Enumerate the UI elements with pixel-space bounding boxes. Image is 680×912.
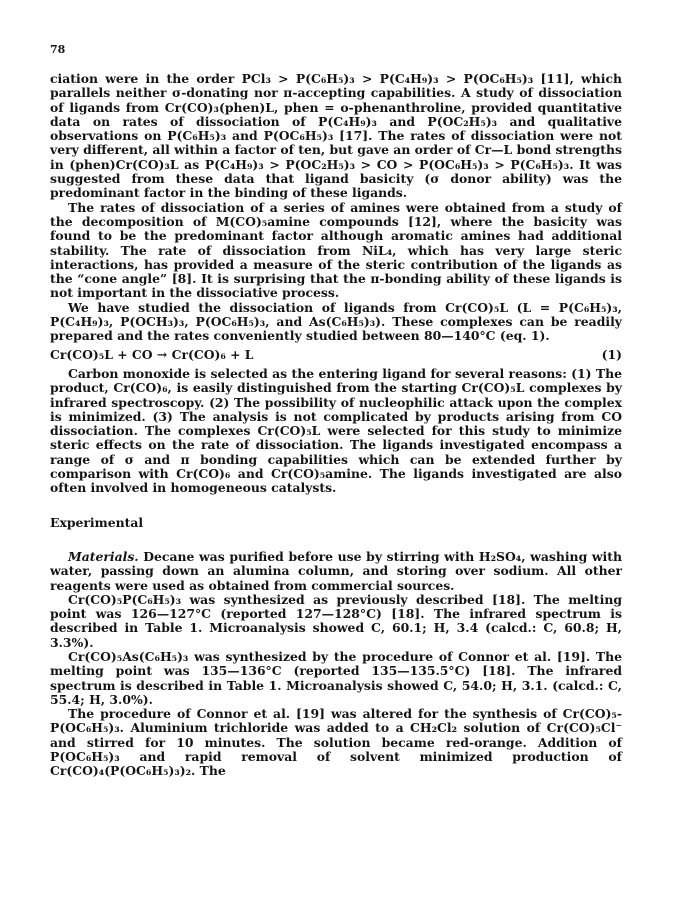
- paragraph: Cr(CO)₅P(C₆H₅)₃ was synthesized as previously described [18]. The melting point was 126—127°C (reported 127—128°C) [18]. The infrared spectrum is described in Table 1. Microanalysis showed C, 60.1; H, 3.4 (calcd.: C, 60.8; H, 3.3%).: [50, 591, 622, 650]
- section-heading: Experimental: [50, 514, 144, 530]
- materials-lead: Materials.: [68, 548, 139, 564]
- paragraph: We have studied the dissociation of ligands from Cr(CO)₅L (L = P(C₆H₅)₃, P(C₄H₉)₃, P(OCH₃)₃, P(OC₆H₅)₃, and As(C₆H₅)₃). These complexes can be readily prepared and the rates conveniently studied between 80—140°C (eq. 1).: [50, 299, 622, 344]
- article-body: [50, 72, 622, 779]
- equation-number: (1): [601, 346, 622, 362]
- paragraph: Carbon monoxide is selected as the entering ligand for several reasons: (1) The product, Cr(CO)₆, is easily distinguished from the starting Cr(CO)₅L complexes by infrared spectroscopy. (2) The possibility of nucleophilic attack upon the complex is minimized. (3) The analysis is not complicated by products arising from CO dissociation. The complexes Cr(CO)₅L were selected for this study to minimize steric effects on the rate of dissociation. The ligands investigated encompass a range of σ and π bonding capabilities which can be extended further by comparison with Cr(CO)₆ and Cr(CO)₅amine. The ligands investigated are also often involved in homogeneous catalysts.: [50, 365, 622, 496]
- materials-paragraph: [50, 550, 622, 593]
- equation-text: Cr(CO)₅L + CO → Cr(CO)₆ + L: [50, 346, 254, 362]
- paragraph: The rates of dissociation of a series of amines were obtained from a study of the decomposition of M(CO)₅amine compounds [12], where the basicity was found to be the predominant factor although aromatic amines had additional stability. The rate of dissociation from NiL₄, which has very large steric interactions, has provided a measure of the steric contribution of the ligands as the “cone angle” [8]. It is surprising that the π-bonding ability of these ligands is not important in the dissociative process.: [50, 199, 622, 301]
- paragraph: ciation were in the order PCl₃ > P(C₆H₅)₃ > P(C₄H₉)₃ > P(OC₆H₅)₃ [11], which parallels neither σ-donating nor π-accepting capabilities. A study of dissociation of ligands from Cr(CO)₃(phen)L, phen = o-phenanthroline, provided quantitative data on rates of dissociation of P(C₄H₉)₃ and P(OC₂H₅)₃ and qualitative observations on P(C₆H₅)₃ and P(OC₆H₅)₃ [17]. The rates of dissociation were not very different, all within a factor of ten, but gave an order of Cr—L bond strengths in (phen)Cr(CO)₃L as P(C₄H₉)₃ > P(OC₂H₅)₃ > CO > P(OC₆H₅)₃ > P(C₆H₅)₃. It was suggested from these data that ligand basicity (σ donor ability) was the predominant factor in the binding of these ligands.: [50, 71, 622, 201]
- materials-text: Decane was purified before use by stirring with H₂SO₄, washing with water, passing down an alumina column, and storing over sodium. All other reagents were used as obtained from commercial sources.: [50, 548, 622, 593]
- page-number: 78: [50, 43, 66, 56]
- paragraph: Cr(CO)₅As(C₆H₅)₃ was synthesized by the procedure of Connor et al. [19]. The melting point was 135—136°C (reported 135—135.5°C) [18]. The infrared spectrum is described in Table 1. Microanalysis showed C, 54.0; H, 3.1. (calcd.: C, 55.4; H, 3.0%).: [50, 648, 622, 707]
- equation-1: [50, 348, 622, 362]
- paragraph: The procedure of Connor et al. [19] was altered for the synthesis of Cr(CO)₅-P(OC₆H₅)₃. Aluminium trichloride was added to a CH₂Cl₂ solution of Cr(CO)₅Cl⁻ and stirred for 10 minutes. The solution became red-orange. Addition of P(OC₆H₅)₃ and rapid removal of solvent minimized production of Cr(CO)₄(P(OC₆H₅)₃)₂. The: [50, 706, 622, 779]
